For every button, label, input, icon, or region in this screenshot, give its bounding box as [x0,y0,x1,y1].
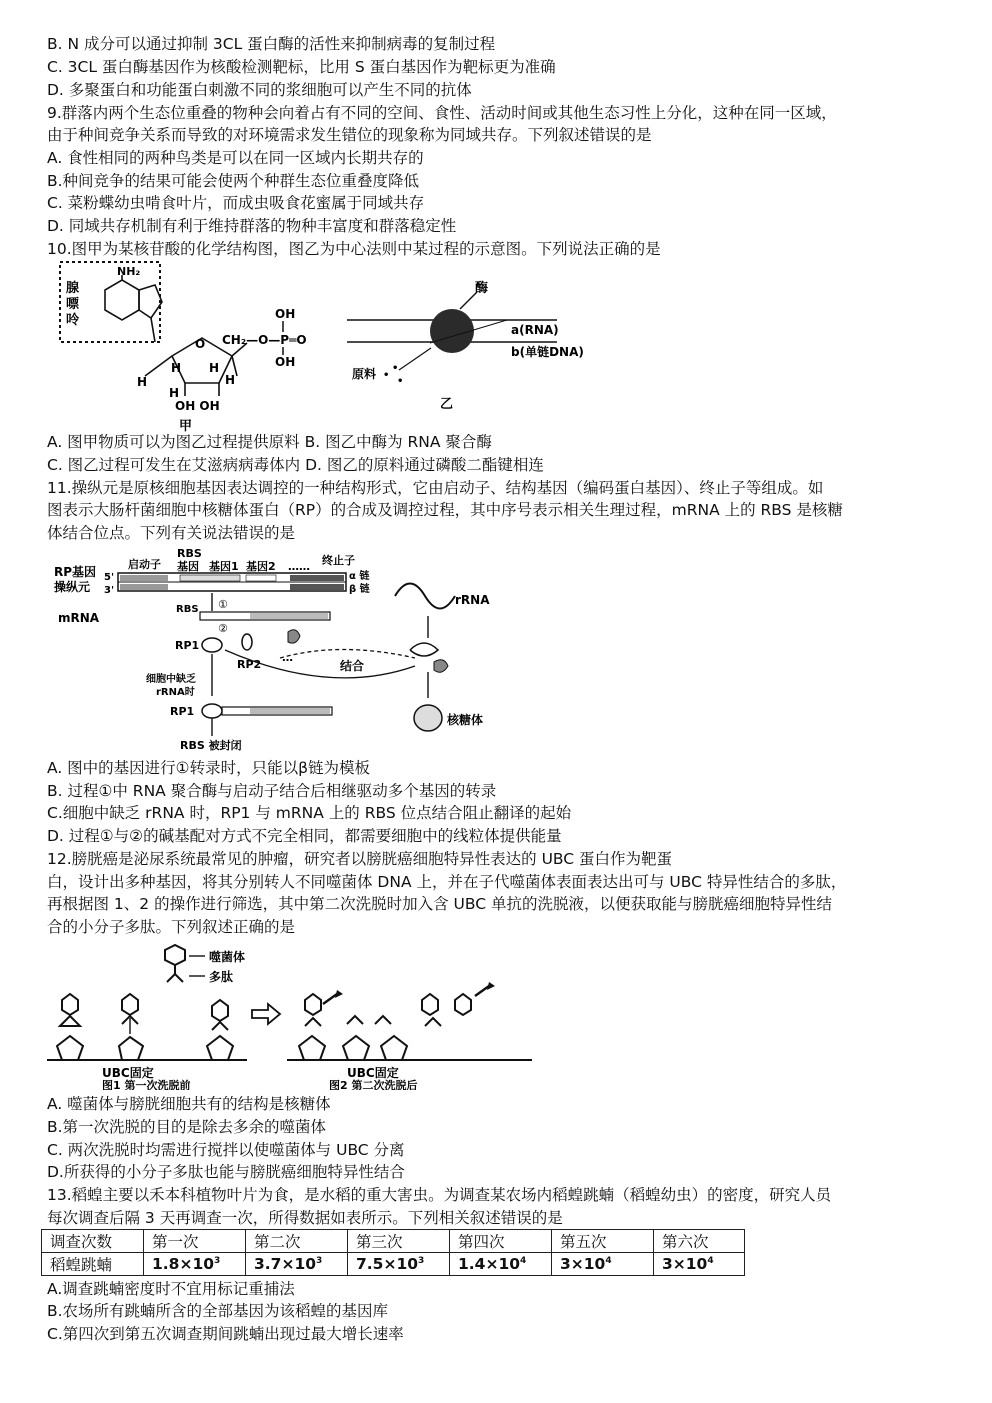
option-12b: B.第一次洗脱的目的是除去多余的噬菌体 [47,1118,327,1136]
phosphate-link: CH₂—O—P═O [222,333,307,347]
process-arrow [252,1004,280,1024]
dots-label: …… [288,560,310,573]
three-prime-label: 3' [104,585,115,596]
lack-rrna-label-1: 细胞中缺乏 [146,674,196,685]
option-11b: B. 过程①中 RNA 聚合酶与启动子结合后相继驱动多个基因的转录 [47,782,497,800]
figure-yi-label: 乙 [440,397,454,412]
table-cell: $3\times 10^4$ [654,1253,745,1276]
option-12d: D.所获得的小分子多肽也能与膀胱癌细胞特异性结合 [47,1163,405,1181]
question-12-stem-3: 再根据图 1、2 的操作进行筛选，其中第二次洗脱时加入含 UBC 单抗的洗脱液，以便获取能与膀胱癌细胞特异性结 [47,895,832,913]
table-header-cell: 第三次 [348,1230,450,1253]
option-12a: A. 噬菌体与膀胱细胞共有的结构是核糖体 [47,1095,331,1113]
table-row-label: 稻蝗跳蝻 [42,1253,144,1276]
ribosome-label: 核糖体 [447,713,484,727]
option-8b: B. N 成分可以通过抑制 3CL 蛋白酶的活性来抑制病毒的复制过程 [47,35,496,53]
option-9d: D. 同域共存机制有利于维持群落的物种丰富度和群落稳定性 [47,217,457,235]
ellipsis-label: … [282,651,293,664]
table-cell: $1.8\times 10^3$ [144,1253,246,1276]
option-10ab: A. 图甲物质可以为图乙过程提供原料 B. 图乙中酶为 RNA 聚合酶 [47,433,492,451]
question-9-stem-2: 由于种间竞争关系而导致的对环境需求发生错位的现象称为同域共存。下列叙述错误的是 [47,126,652,144]
ring-h-2: H [209,361,220,375]
option-11a: A. 图中的基因进行①转录时，只能以β链为模板 [47,759,370,777]
option-13b: B.农场所有跳蝻所含的全部基因为该稻蝗的基因库 [47,1302,389,1320]
table-cell: $3\times 10^4$ [552,1253,654,1276]
ubc-fixed-label-2: UBC固定 [347,1066,399,1080]
gene1-label: 基因1 [209,560,239,573]
figure-2-caption: 图2 第二次洗脱后 [329,1079,418,1090]
b-dna-label: b(单链DNA) [511,345,584,359]
peptide-legend-label: 多肽 [209,970,234,984]
phosphate-oh-bottom: OH [275,355,296,369]
nh2-label: NH₂ [117,265,141,278]
enzyme-label: 酶 [475,281,489,296]
table-row [42,1253,745,1276]
a-rna-label: a(RNA) [511,323,559,337]
option-8c: C. 3CL 蛋白酶基因作为核酸检测靶标，比用 S 蛋白基因作为靶标更为准确 [47,58,556,76]
beta-chain-label: β 链 [349,584,370,595]
ring-h-1: H [171,361,182,375]
option-9c: C. 菜粉蝶幼虫啃食叶片，而成虫吸食花蜜属于同域共存 [47,194,425,212]
question-11-stem-3: 体结合位点。下列有关说法错误的是 [47,524,296,542]
table-cell: $3.7\times 10^3$ [246,1253,348,1276]
ring-h-4: H [225,373,236,387]
svg-text:•: • [397,376,404,387]
option-13c: C.第四次到第五次调查期间跳蝻出现过最大增长速率 [47,1325,404,1343]
question-11-stem-2: 图表示大肠杆菌细胞中核糖体蛋白（RP）的合成及调控过程，其中序号表示相关生理过程，mRNA 上的 RBS 是核糖 [47,501,843,519]
question-12-stem: 12.膀胱癌是泌尿系统最常见的肿瘤，研究者以膀胱癌细胞特异性表达的 UBC 蛋白作为靶蛋 [47,850,673,868]
rp2-label: RP2 [237,658,262,671]
option-11c: C.细胞中缺乏 rRNA 时，RP1 与 mRNA 上的 RBS 位点结合阻止翻译的起始 [47,804,572,822]
figure-12 [47,942,537,1090]
svg-text:•: • [383,370,390,381]
ring-oh-oh: OH OH [175,399,220,413]
enzyme-circle [430,309,474,353]
phage-legend-label: 噬菌体 [209,950,246,964]
figure-11 [50,546,510,756]
question-13-stem-2: 每次调查后隔 3 天再调查一次，所得数据如表所示。下列相关叙述错误的是 [47,1209,563,1227]
rbs-closed-label: RBS 被封闭 [180,739,242,752]
process-2-label: ② [218,622,228,635]
operon-label: 操纵元 [54,580,91,594]
table-header-cell: 第六次 [654,1230,745,1253]
question-10-stem: 10.图甲为某核苷酸的化学结构图，图乙为中心法则中某过程的示意图。下列说法正确的是 [47,240,661,258]
svg-text:•: • [392,363,399,374]
question-12-stem-2: 白，设计出多种基因，将其分别转人不同噬菌体 DNA 上，并在子代噬菌体表面表达出可与 UBC 特异性结合的多肽， [47,873,847,891]
mrna-label: mRNA [58,611,100,625]
raw-material-label: 原料 [352,367,377,381]
adenine-char-1: 腺 [66,281,80,296]
rp-gene-label: RP基因 [54,565,97,579]
phosphate-oh-top: OH [275,307,296,321]
option-9b: B.种间竞争的结果可能会使两个种群生态位重叠度降低 [47,172,420,190]
gene-top-label: 基因 [177,560,199,573]
figure-1-phages [57,994,233,1060]
rp1-label-top: RP1 [175,639,200,652]
option-8d: D. 多聚蛋白和功能蛋白刺激不同的浆细胞可以产生不同的抗体 [47,81,472,99]
bind-label: 结合 [340,659,365,673]
table-cell: $1.4\times 10^4$ [450,1253,552,1276]
table-cell: $7.5\times 10^3$ [348,1253,450,1276]
survey-table [41,1229,745,1276]
figure-10 [47,258,607,433]
ubc-fixed-label-1: UBC固定 [102,1066,154,1080]
lack-rrna-label-2: rRNA时 [156,687,195,698]
question-9-stem: 9.群落内两个生态位重叠的物种会向着占有不同的空间、食性、活动时间或其他生态习性上分化，这种在同一区域， [47,104,837,122]
adenine-char-3: 呤 [66,313,80,328]
process-1-label: ① [218,598,228,611]
table-header-cell: 第二次 [246,1230,348,1253]
option-9a: A. 食性相同的两种鸟类是可以在同一区域内长期共存的 [47,149,424,167]
terminator-label: 终止子 [322,554,355,567]
figure-jia-label: 甲 [179,419,193,433]
question-13-stem: 13.稻蝗主要以禾本科植物叶片为食，是水稻的重大害虫。为调查某农场内稻蝗跳蝻（稻蝗幼虫）的密度，研究人员 [47,1186,832,1204]
table-header-cell: 第一次 [144,1230,246,1253]
rrna-label: rRNA [455,593,490,607]
five-prime-label: 5' [104,572,115,583]
promoter-label: 启动子 [128,558,161,571]
adenine-char-2: 嘌 [66,297,80,312]
rbs-label: RBS [176,604,199,615]
option-10cd: C. 图乙过程可发生在艾滋病病毒体内 D. 图乙的原料通过磷酸二酯键相连 [47,456,544,474]
option-13a: A.调查跳蝻密度时不宜用标记重捕法 [47,1280,295,1298]
rp1-label-bottom: RP1 [170,705,195,718]
question-12-stem-4: 合的小分子多肽。下列叙述正确的是 [47,918,296,936]
option-11d: D. 过程①与②的碱基配对方式不完全相同，都需要细胞中的线粒体提供能量 [47,827,562,845]
question-11-stem: 11.操纵元是原核细胞基因表达调控的一种结构形式，它由启动子、结构基因（编码蛋白基因）、终止子等组成。如 [47,479,824,497]
table-header-cell: 调查次数 [42,1230,144,1253]
option-12c: C. 两次洗脱时均需进行搅拌以使噬菌体与 UBC 分离 [47,1141,405,1159]
table-header-row [42,1230,745,1253]
figure-1-caption: 图1 第一次洗脱前 [102,1079,191,1090]
adenine-rings [105,275,162,342]
gene2-label: 基因2 [246,560,276,573]
alpha-chain-label: α 链 [349,571,370,582]
table-header-cell: 第四次 [450,1230,552,1253]
ring-h-3: H [137,375,148,389]
rbs-top-label: RBS [177,547,202,560]
ring-oxygen: O [195,337,206,351]
ring-h-5: H [169,386,180,400]
table-header-cell: 第五次 [552,1230,654,1253]
